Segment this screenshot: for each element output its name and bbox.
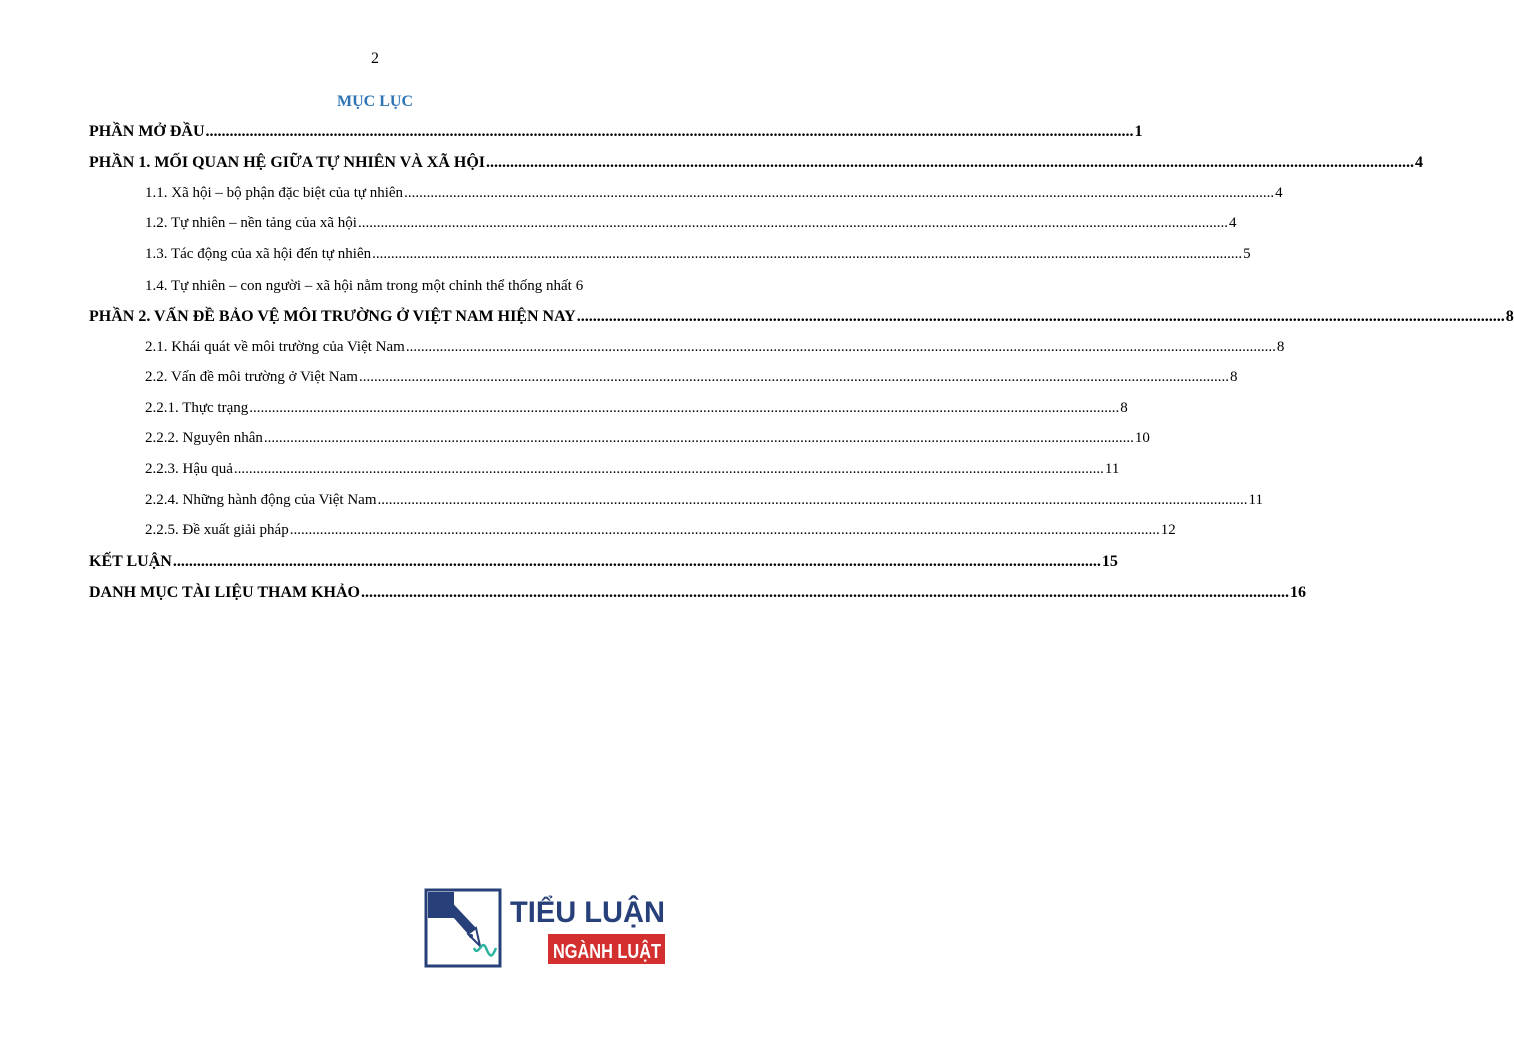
toc-entry-label: 2.2.3. Hậu quả: [145, 461, 233, 477]
toc-entry-label: 1.2. Tự nhiên – nền tảng của xã hội: [145, 215, 357, 231]
dot-leader: [234, 461, 1104, 478]
toc-entry[interactable]: [145, 400, 1128, 417]
toc-entry-label: 2.2.1. Thực trạng: [145, 400, 249, 416]
toc-entry-label: 2.2.5. Đề xuất giải pháp: [145, 522, 289, 538]
toc-entry-page: 11: [1104, 461, 1120, 477]
dot-leader: [359, 369, 1229, 386]
toc-entry-label: 1.3. Tác động của xã hội đến tự nhiên: [145, 246, 372, 262]
dot-leader: [206, 123, 1134, 141]
toc-entry-page: 10: [1134, 430, 1150, 446]
toc-entry[interactable]: [89, 584, 1306, 602]
tieu-luan-nganh-luat-logo: [424, 888, 686, 968]
toc-entry-label: PHẦN MỞ ĐẦU: [89, 123, 205, 140]
dot-leader: [173, 553, 1101, 571]
toc-entry-label: 2.2.2. Nguyên nhân: [145, 430, 263, 446]
toc-entry-page: 8: [1120, 400, 1128, 416]
toc-entry-label: PHẦN 2. VẤN ĐỀ BẢO VỆ MÔI TRƯỜNG Ở VIỆT NAM HIỆN NAY: [89, 308, 576, 325]
pen-nib-icon: [426, 890, 500, 966]
toc-entry[interactable]: [145, 215, 1237, 232]
dot-leader: [404, 185, 1274, 202]
toc-entry-page: 8: [1276, 339, 1285, 355]
toc-entry-page: 8: [1505, 308, 1514, 325]
toc-entry[interactable]: [145, 246, 1251, 263]
toc-entry[interactable]: [145, 278, 664, 295]
page-number: 2: [371, 50, 379, 67]
dot-leader: [406, 339, 1276, 356]
dot-leader: [372, 246, 1242, 263]
dot-leader: [361, 584, 1289, 602]
toc-entry[interactable]: [145, 492, 1263, 509]
toc-entry[interactable]: [89, 553, 1118, 571]
toc-entry-page: 16: [1289, 584, 1306, 601]
toc-entry-label: 1.4. Tự nhiên – con người – xã hội nằm trong một chỉnh thể thống nhất: [145, 278, 572, 294]
toc-entry-page: 6: [575, 278, 584, 294]
toc-entry[interactable]: [89, 154, 1424, 172]
dot-leader: [577, 308, 1505, 326]
toc-entry-page: 1: [1134, 123, 1143, 140]
toc-entry-label: DANH MỤC TÀI LIỆU THAM KHẢO: [89, 584, 360, 601]
toc-entry-label: 2.2.4. Những hành động của Việt Nam: [145, 492, 377, 508]
logo-line2: NGÀNH LUẬT: [553, 941, 686, 963]
toc-entry-page: 4: [1228, 215, 1237, 231]
toc-entry-page: 4: [1415, 154, 1424, 171]
toc-entry-page: 15: [1101, 553, 1118, 570]
toc-entry[interactable]: [145, 430, 1150, 447]
toc-entry-page: 12: [1160, 522, 1176, 538]
toc-entry-label: 2.1. Khái quát về môi trường của Việt Nam: [145, 339, 405, 355]
toc-entry-label: PHẦN 1. MỐI QUAN HỆ GIỮA TỰ NHIÊN VÀ XÃ HỘI: [89, 154, 486, 171]
toc-entry[interactable]: [89, 123, 1143, 141]
toc-entry[interactable]: [145, 461, 1120, 478]
dot-leader: [290, 522, 1160, 539]
dot-leader: [378, 492, 1248, 509]
toc-entry-page: 5: [1243, 246, 1251, 262]
toc-entry-label: 1.1. Xã hội – bộ phận đặc biệt của tự nhiên: [145, 185, 404, 201]
dot-leader: [486, 154, 1414, 172]
toc-entry[interactable]: [89, 308, 1514, 326]
toc-entry-label: KẾT LUẬN: [89, 553, 172, 570]
toc-entry-page: 4: [1275, 185, 1283, 201]
toc-entry-label: 2.2. Vấn đề môi trường ở Việt Nam: [145, 369, 358, 385]
toc-title: MỤC LỤC: [337, 93, 413, 110]
dot-leader: [264, 430, 1134, 447]
toc-entry[interactable]: [145, 522, 1176, 539]
toc-entry-page: 8: [1229, 369, 1238, 385]
toc-entry-page: 11: [1248, 492, 1263, 508]
dot-leader: [249, 400, 1119, 417]
toc-entry[interactable]: [145, 339, 1285, 356]
toc-entry[interactable]: [145, 185, 1283, 202]
toc-entry[interactable]: [145, 369, 1238, 386]
dot-leader: [358, 215, 1228, 232]
logo-line1: TIỂU LUẬN: [510, 896, 670, 929]
